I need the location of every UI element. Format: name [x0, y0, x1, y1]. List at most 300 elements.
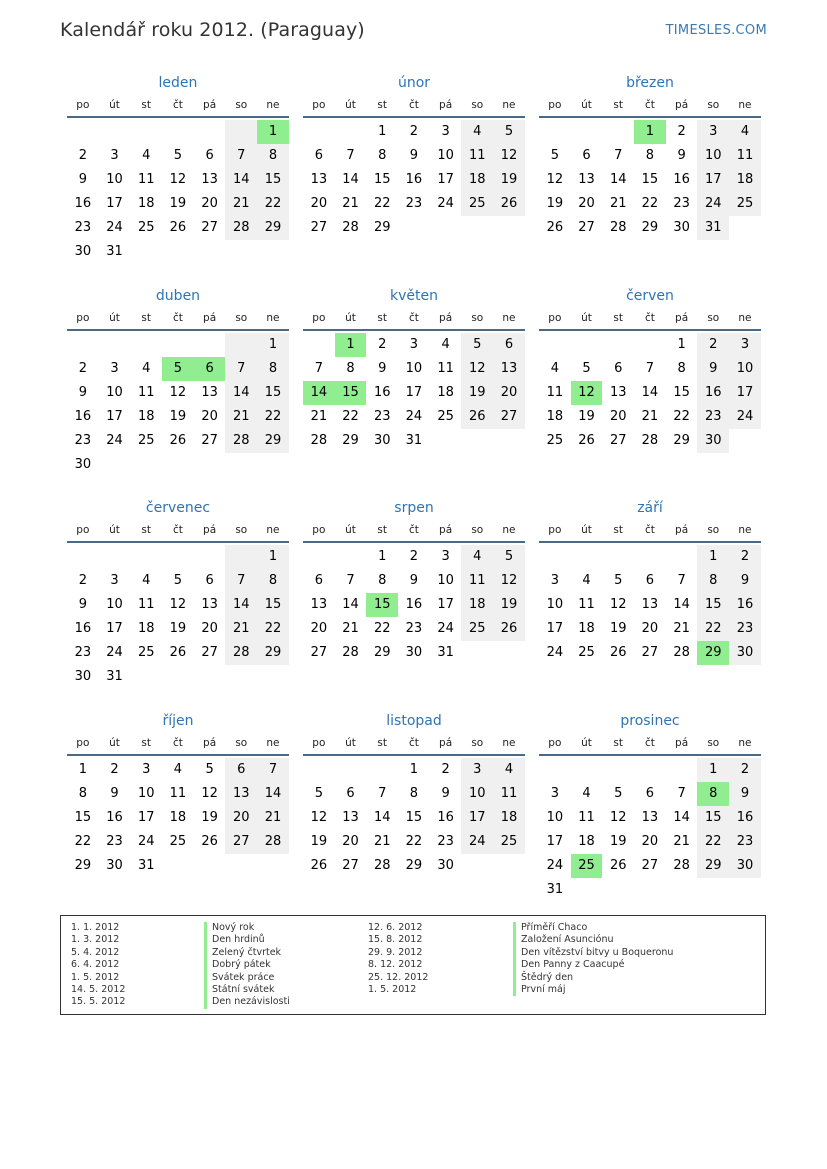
day-cell[interactable]: 20: [201, 409, 218, 424]
day-cell[interactable]: 9: [378, 361, 387, 376]
day-cell[interactable]: 18: [578, 834, 595, 849]
day-cell[interactable]: 20: [641, 621, 659, 636]
day-cell[interactable]: 7: [225, 357, 257, 381]
day-cell[interactable]: 23: [74, 220, 92, 235]
day-cell[interactable]: 26: [310, 858, 328, 873]
day-cell[interactable]: 23: [74, 433, 92, 448]
day-cell[interactable]: 21: [342, 621, 359, 636]
day-cell[interactable]: 22: [373, 621, 391, 636]
day-cell[interactable]: 2: [441, 762, 450, 777]
day-cell[interactable]: 24: [106, 220, 123, 235]
day-cell[interactable]: 6: [645, 573, 655, 588]
day-cell[interactable]: 5: [493, 120, 525, 144]
day-cell[interactable]: 31: [546, 882, 564, 897]
day-cell[interactable]: 6: [582, 148, 591, 163]
day-cell[interactable]: 2: [78, 148, 87, 163]
day-cell[interactable]: 16: [729, 806, 761, 830]
day-cell[interactable]: 19: [578, 409, 595, 424]
day-cell[interactable]: 29: [257, 216, 289, 240]
day-cell[interactable]: 15: [405, 810, 423, 825]
day-cell[interactable]: 10: [546, 810, 564, 825]
day-cell[interactable]: 6: [645, 786, 655, 801]
day-cell[interactable]: 13: [609, 385, 627, 400]
day-cell[interactable]: 24: [437, 196, 454, 211]
day-cell[interactable]: 7: [378, 786, 387, 801]
day-cell[interactable]: 24: [729, 405, 761, 429]
day-cell[interactable]: 1: [634, 120, 666, 144]
day-cell[interactable]: 31: [106, 244, 123, 259]
day-cell[interactable]: 22: [373, 196, 391, 211]
day-cell[interactable]: 25: [546, 433, 564, 448]
day-cell[interactable]: 8: [677, 361, 686, 376]
day-cell[interactable]: 16: [74, 196, 92, 211]
day-cell[interactable]: 24: [405, 409, 423, 424]
day-cell[interactable]: 9: [78, 597, 87, 612]
day-cell[interactable]: 16: [729, 593, 761, 617]
day-cell[interactable]: 2: [697, 333, 729, 357]
day-cell[interactable]: 9: [729, 782, 761, 806]
day-cell[interactable]: 18: [137, 196, 155, 211]
day-cell[interactable]: 26: [609, 858, 627, 873]
day-cell[interactable]: 13: [201, 385, 218, 400]
day-cell[interactable]: 31: [405, 433, 423, 448]
day-cell[interactable]: 13: [493, 357, 525, 381]
day-cell[interactable]: 17: [106, 196, 123, 211]
day-cell[interactable]: 11: [137, 172, 155, 187]
day-cell[interactable]: 20: [310, 196, 328, 211]
day-cell[interactable]: 8: [257, 569, 289, 593]
day-cell[interactable]: 13: [641, 597, 659, 612]
day-cell[interactable]: 29: [373, 645, 391, 660]
day-cell[interactable]: 1: [697, 545, 729, 569]
day-cell[interactable]: 28: [225, 429, 257, 453]
day-cell[interactable]: 14: [609, 172, 627, 187]
day-cell[interactable]: 13: [578, 172, 595, 187]
day-cell[interactable]: 2: [378, 337, 387, 352]
brand-link[interactable]: TIMESLES.COM: [665, 23, 767, 38]
day-cell[interactable]: 29: [257, 429, 289, 453]
day-cell[interactable]: 8: [697, 782, 729, 806]
day-cell[interactable]: 5: [614, 786, 623, 801]
day-cell[interactable]: 14: [342, 172, 359, 187]
day-cell[interactable]: 1: [78, 762, 87, 777]
day-cell[interactable]: 4: [441, 337, 450, 352]
day-cell[interactable]: 25: [437, 409, 454, 424]
day-cell[interactable]: 7: [677, 573, 686, 588]
day-cell[interactable]: 9: [729, 569, 761, 593]
day-cell[interactable]: 15: [697, 806, 729, 830]
day-cell[interactable]: 24: [461, 830, 493, 854]
day-cell[interactable]: 12: [461, 357, 493, 381]
day-cell[interactable]: 11: [169, 786, 187, 801]
day-cell[interactable]: 26: [169, 433, 187, 448]
day-cell[interactable]: 2: [110, 762, 119, 777]
day-cell[interactable]: 16: [74, 621, 92, 636]
day-cell[interactable]: 6: [493, 333, 525, 357]
day-cell[interactable]: 2: [729, 545, 761, 569]
day-cell[interactable]: 10: [461, 782, 493, 806]
day-cell[interactable]: 11: [546, 385, 564, 400]
day-cell[interactable]: 18: [493, 806, 525, 830]
day-cell[interactable]: 25: [461, 192, 493, 216]
day-cell[interactable]: 1: [697, 758, 729, 782]
day-cell[interactable]: 16: [74, 409, 92, 424]
day-cell[interactable]: 20: [493, 381, 525, 405]
day-cell[interactable]: 5: [314, 786, 323, 801]
day-cell[interactable]: 17: [106, 621, 123, 636]
day-cell[interactable]: 3: [110, 573, 119, 588]
day-cell[interactable]: 8: [409, 786, 419, 801]
day-cell[interactable]: 3: [110, 361, 119, 376]
day-cell[interactable]: 19: [169, 621, 187, 636]
day-cell[interactable]: 2: [677, 124, 686, 139]
day-cell[interactable]: 15: [335, 381, 367, 405]
day-cell[interactable]: 9: [110, 786, 119, 801]
day-cell[interactable]: 17: [461, 806, 493, 830]
day-cell[interactable]: 29: [697, 641, 729, 665]
day-cell[interactable]: 12: [493, 144, 525, 168]
day-cell[interactable]: 10: [137, 786, 155, 801]
day-cell[interactable]: 19: [169, 409, 187, 424]
day-cell[interactable]: 22: [641, 196, 659, 211]
day-cell[interactable]: 18: [578, 621, 595, 636]
day-cell[interactable]: 27: [609, 433, 627, 448]
day-cell[interactable]: 28: [342, 220, 359, 235]
day-cell[interactable]: 23: [437, 834, 454, 849]
day-cell[interactable]: 10: [729, 357, 761, 381]
day-cell[interactable]: 27: [310, 645, 328, 660]
day-cell[interactable]: 14: [257, 782, 289, 806]
day-cell[interactable]: 30: [373, 433, 391, 448]
day-cell[interactable]: 6: [314, 148, 323, 163]
day-cell[interactable]: 24: [106, 645, 123, 660]
day-cell[interactable]: 31: [137, 858, 155, 873]
day-cell[interactable]: 9: [697, 357, 729, 381]
day-cell[interactable]: 10: [405, 361, 423, 376]
day-cell[interactable]: 11: [578, 597, 595, 612]
day-cell[interactable]: 17: [405, 385, 423, 400]
day-cell[interactable]: 21: [373, 834, 391, 849]
day-cell[interactable]: 14: [373, 810, 391, 825]
day-cell[interactable]: 25: [137, 645, 155, 660]
day-cell[interactable]: 19: [169, 196, 187, 211]
day-cell[interactable]: 6: [205, 148, 214, 163]
day-cell[interactable]: 28: [225, 216, 257, 240]
day-cell[interactable]: 19: [609, 834, 627, 849]
day-cell[interactable]: 7: [346, 573, 355, 588]
day-cell[interactable]: 22: [342, 409, 359, 424]
day-cell[interactable]: 4: [729, 120, 761, 144]
day-cell[interactable]: 12: [169, 385, 187, 400]
day-cell[interactable]: 12: [571, 381, 603, 405]
day-cell[interactable]: 12: [609, 597, 627, 612]
day-cell[interactable]: 23: [729, 830, 761, 854]
day-cell[interactable]: 13: [225, 782, 257, 806]
day-cell[interactable]: 29: [342, 433, 359, 448]
day-cell[interactable]: 3: [441, 549, 450, 564]
day-cell[interactable]: 12: [169, 597, 187, 612]
day-cell[interactable]: 14: [225, 593, 257, 617]
day-cell[interactable]: 16: [697, 381, 729, 405]
day-cell[interactable]: 30: [729, 641, 761, 665]
day-cell[interactable]: 26: [578, 433, 595, 448]
day-cell[interactable]: 14: [225, 381, 257, 405]
day-cell[interactable]: 3: [550, 786, 559, 801]
day-cell[interactable]: 12: [169, 172, 187, 187]
day-cell[interactable]: 24: [546, 645, 564, 660]
day-cell[interactable]: 2: [729, 758, 761, 782]
day-cell[interactable]: 15: [697, 593, 729, 617]
day-cell[interactable]: 13: [201, 172, 218, 187]
day-cell[interactable]: 27: [225, 830, 257, 854]
day-cell[interactable]: 16: [405, 172, 423, 187]
day-cell[interactable]: 20: [225, 806, 257, 830]
day-cell[interactable]: 11: [137, 597, 155, 612]
day-cell[interactable]: 29: [697, 854, 729, 878]
day-cell[interactable]: 10: [106, 597, 123, 612]
day-cell[interactable]: 1: [257, 545, 289, 569]
day-cell[interactable]: 21: [225, 405, 257, 429]
day-cell[interactable]: 20: [578, 196, 595, 211]
day-cell[interactable]: 10: [106, 172, 123, 187]
day-cell[interactable]: 22: [74, 834, 92, 849]
day-cell[interactable]: 15: [641, 172, 659, 187]
day-cell[interactable]: 20: [641, 834, 659, 849]
day-cell[interactable]: 25: [571, 854, 603, 878]
day-cell[interactable]: 19: [461, 381, 493, 405]
day-cell[interactable]: 1: [409, 762, 419, 777]
day-cell[interactable]: 8: [645, 148, 655, 163]
day-cell[interactable]: 4: [582, 786, 591, 801]
day-cell[interactable]: 14: [303, 381, 335, 405]
day-cell[interactable]: 15: [257, 593, 289, 617]
day-cell[interactable]: 11: [461, 569, 493, 593]
day-cell[interactable]: 4: [142, 573, 151, 588]
day-cell[interactable]: 20: [201, 196, 218, 211]
day-cell[interactable]: 26: [493, 617, 525, 641]
day-cell[interactable]: 1: [378, 124, 387, 139]
day-cell[interactable]: 23: [697, 405, 729, 429]
day-cell[interactable]: 1: [378, 549, 387, 564]
day-cell[interactable]: 29: [373, 220, 391, 235]
day-cell[interactable]: 16: [405, 597, 423, 612]
day-cell[interactable]: 21: [225, 617, 257, 641]
day-cell[interactable]: 28: [673, 858, 690, 873]
day-cell[interactable]: 28: [225, 641, 257, 665]
day-cell[interactable]: 27: [578, 220, 595, 235]
day-cell[interactable]: 10: [437, 148, 454, 163]
day-cell[interactable]: 7: [677, 786, 686, 801]
day-cell[interactable]: 5: [550, 148, 559, 163]
day-cell[interactable]: 21: [257, 806, 289, 830]
day-cell[interactable]: 16: [437, 810, 454, 825]
day-cell[interactable]: 23: [74, 645, 92, 660]
day-cell[interactable]: 11: [137, 385, 155, 400]
day-cell[interactable]: 26: [493, 192, 525, 216]
day-cell[interactable]: 8: [78, 786, 87, 801]
day-cell[interactable]: 30: [673, 220, 690, 235]
day-cell[interactable]: 3: [729, 333, 761, 357]
day-cell[interactable]: 15: [74, 810, 92, 825]
day-cell[interactable]: 2: [409, 124, 419, 139]
day-cell[interactable]: 24: [546, 858, 564, 873]
day-cell[interactable]: 3: [550, 573, 559, 588]
day-cell[interactable]: 19: [546, 196, 564, 211]
day-cell[interactable]: 5: [173, 148, 183, 163]
day-cell[interactable]: 11: [461, 144, 493, 168]
day-cell[interactable]: 4: [461, 545, 493, 569]
day-cell[interactable]: 21: [609, 196, 627, 211]
day-cell[interactable]: 21: [673, 834, 690, 849]
day-cell[interactable]: 21: [342, 196, 359, 211]
day-cell[interactable]: 3: [142, 762, 151, 777]
day-cell[interactable]: 30: [437, 858, 454, 873]
day-cell[interactable]: 6: [205, 573, 214, 588]
day-cell[interactable]: 31: [697, 216, 729, 240]
day-cell[interactable]: 19: [493, 168, 525, 192]
day-cell[interactable]: 15: [257, 381, 289, 405]
day-cell[interactable]: 1: [335, 333, 367, 357]
day-cell[interactable]: 30: [74, 244, 92, 259]
day-cell[interactable]: 27: [342, 858, 359, 873]
day-cell[interactable]: 7: [314, 361, 323, 376]
day-cell[interactable]: 30: [697, 429, 729, 453]
day-cell[interactable]: 31: [437, 645, 454, 660]
day-cell[interactable]: 31: [106, 669, 123, 684]
day-cell[interactable]: 20: [310, 621, 328, 636]
day-cell[interactable]: 12: [609, 810, 627, 825]
day-cell[interactable]: 25: [493, 830, 525, 854]
day-cell[interactable]: 26: [169, 220, 187, 235]
day-cell[interactable]: 4: [142, 361, 151, 376]
day-cell[interactable]: 30: [74, 457, 92, 472]
day-cell[interactable]: 5: [614, 573, 623, 588]
day-cell[interactable]: 29: [405, 858, 423, 873]
day-cell[interactable]: 15: [366, 593, 398, 617]
day-cell[interactable]: 17: [437, 172, 454, 187]
day-cell[interactable]: 5: [461, 333, 493, 357]
day-cell[interactable]: 29: [673, 433, 690, 448]
day-cell[interactable]: 25: [137, 433, 155, 448]
day-cell[interactable]: 8: [257, 144, 289, 168]
day-cell[interactable]: 10: [697, 144, 729, 168]
day-cell[interactable]: 3: [697, 120, 729, 144]
day-cell[interactable]: 28: [310, 433, 328, 448]
day-cell[interactable]: 22: [697, 617, 729, 641]
day-cell[interactable]: 9: [677, 148, 686, 163]
day-cell[interactable]: 13: [641, 810, 659, 825]
day-cell[interactable]: 30: [405, 645, 423, 660]
day-cell[interactable]: 5: [582, 361, 591, 376]
day-cell[interactable]: 9: [78, 385, 87, 400]
day-cell[interactable]: 4: [582, 573, 591, 588]
day-cell[interactable]: 26: [546, 220, 564, 235]
day-cell[interactable]: 17: [437, 597, 454, 612]
day-cell[interactable]: 25: [729, 192, 761, 216]
day-cell[interactable]: 10: [106, 385, 123, 400]
day-cell[interactable]: 28: [609, 220, 627, 235]
day-cell[interactable]: 24: [697, 192, 729, 216]
day-cell[interactable]: 28: [257, 830, 289, 854]
day-cell[interactable]: 16: [373, 385, 391, 400]
day-cell[interactable]: 30: [106, 858, 123, 873]
day-cell[interactable]: 29: [641, 220, 659, 235]
day-cell[interactable]: 17: [137, 810, 155, 825]
day-cell[interactable]: 4: [142, 148, 151, 163]
day-cell[interactable]: 24: [137, 834, 155, 849]
day-cell[interactable]: 30: [729, 854, 761, 878]
day-cell[interactable]: 22: [405, 834, 423, 849]
day-cell[interactable]: 18: [546, 409, 564, 424]
day-cell[interactable]: 21: [641, 409, 659, 424]
day-cell[interactable]: 23: [729, 617, 761, 641]
day-cell[interactable]: 26: [609, 645, 627, 660]
day-cell[interactable]: 12: [493, 569, 525, 593]
day-cell[interactable]: 9: [409, 573, 419, 588]
day-cell[interactable]: 6: [346, 786, 355, 801]
day-cell[interactable]: 4: [550, 361, 559, 376]
day-cell[interactable]: 23: [405, 196, 423, 211]
day-cell[interactable]: 21: [225, 192, 257, 216]
day-cell[interactable]: 2: [78, 573, 87, 588]
day-cell[interactable]: 13: [310, 597, 328, 612]
day-cell[interactable]: 20: [201, 621, 218, 636]
day-cell[interactable]: 29: [74, 858, 92, 873]
day-cell[interactable]: 27: [493, 405, 525, 429]
day-cell[interactable]: 22: [257, 192, 289, 216]
day-cell[interactable]: 29: [257, 641, 289, 665]
day-cell[interactable]: 11: [729, 144, 761, 168]
day-cell[interactable]: 14: [641, 385, 659, 400]
day-cell[interactable]: 1: [257, 120, 289, 144]
day-cell[interactable]: 19: [201, 810, 218, 825]
day-cell[interactable]: 30: [74, 669, 92, 684]
day-cell[interactable]: 22: [257, 617, 289, 641]
day-cell[interactable]: 9: [409, 148, 419, 163]
day-cell[interactable]: 6: [314, 573, 323, 588]
day-cell[interactable]: 16: [673, 172, 690, 187]
day-cell[interactable]: 27: [310, 220, 328, 235]
day-cell[interactable]: 3: [110, 148, 119, 163]
day-cell[interactable]: 21: [673, 621, 690, 636]
day-cell[interactable]: 20: [342, 834, 359, 849]
day-cell[interactable]: 8: [378, 148, 387, 163]
day-cell[interactable]: 21: [310, 409, 328, 424]
day-cell[interactable]: 25: [461, 617, 493, 641]
day-cell[interactable]: 6: [614, 361, 623, 376]
day-cell[interactable]: 10: [546, 597, 564, 612]
day-cell[interactable]: 28: [373, 858, 391, 873]
day-cell[interactable]: 23: [673, 196, 690, 211]
day-cell[interactable]: 13: [310, 172, 328, 187]
day-cell[interactable]: 18: [137, 621, 155, 636]
day-cell[interactable]: 19: [493, 593, 525, 617]
day-cell[interactable]: 8: [697, 569, 729, 593]
day-cell[interactable]: 13: [201, 597, 218, 612]
day-cell[interactable]: 17: [697, 168, 729, 192]
day-cell[interactable]: 8: [346, 361, 355, 376]
day-cell[interactable]: 18: [461, 168, 493, 192]
day-cell[interactable]: 28: [641, 433, 659, 448]
day-cell[interactable]: 18: [137, 409, 155, 424]
day-cell[interactable]: 7: [225, 569, 257, 593]
day-cell[interactable]: 2: [78, 361, 87, 376]
day-cell[interactable]: 14: [342, 597, 359, 612]
day-cell[interactable]: 26: [461, 405, 493, 429]
day-cell[interactable]: 24: [437, 621, 454, 636]
day-cell[interactable]: 7: [614, 148, 623, 163]
day-cell[interactable]: 14: [673, 810, 690, 825]
